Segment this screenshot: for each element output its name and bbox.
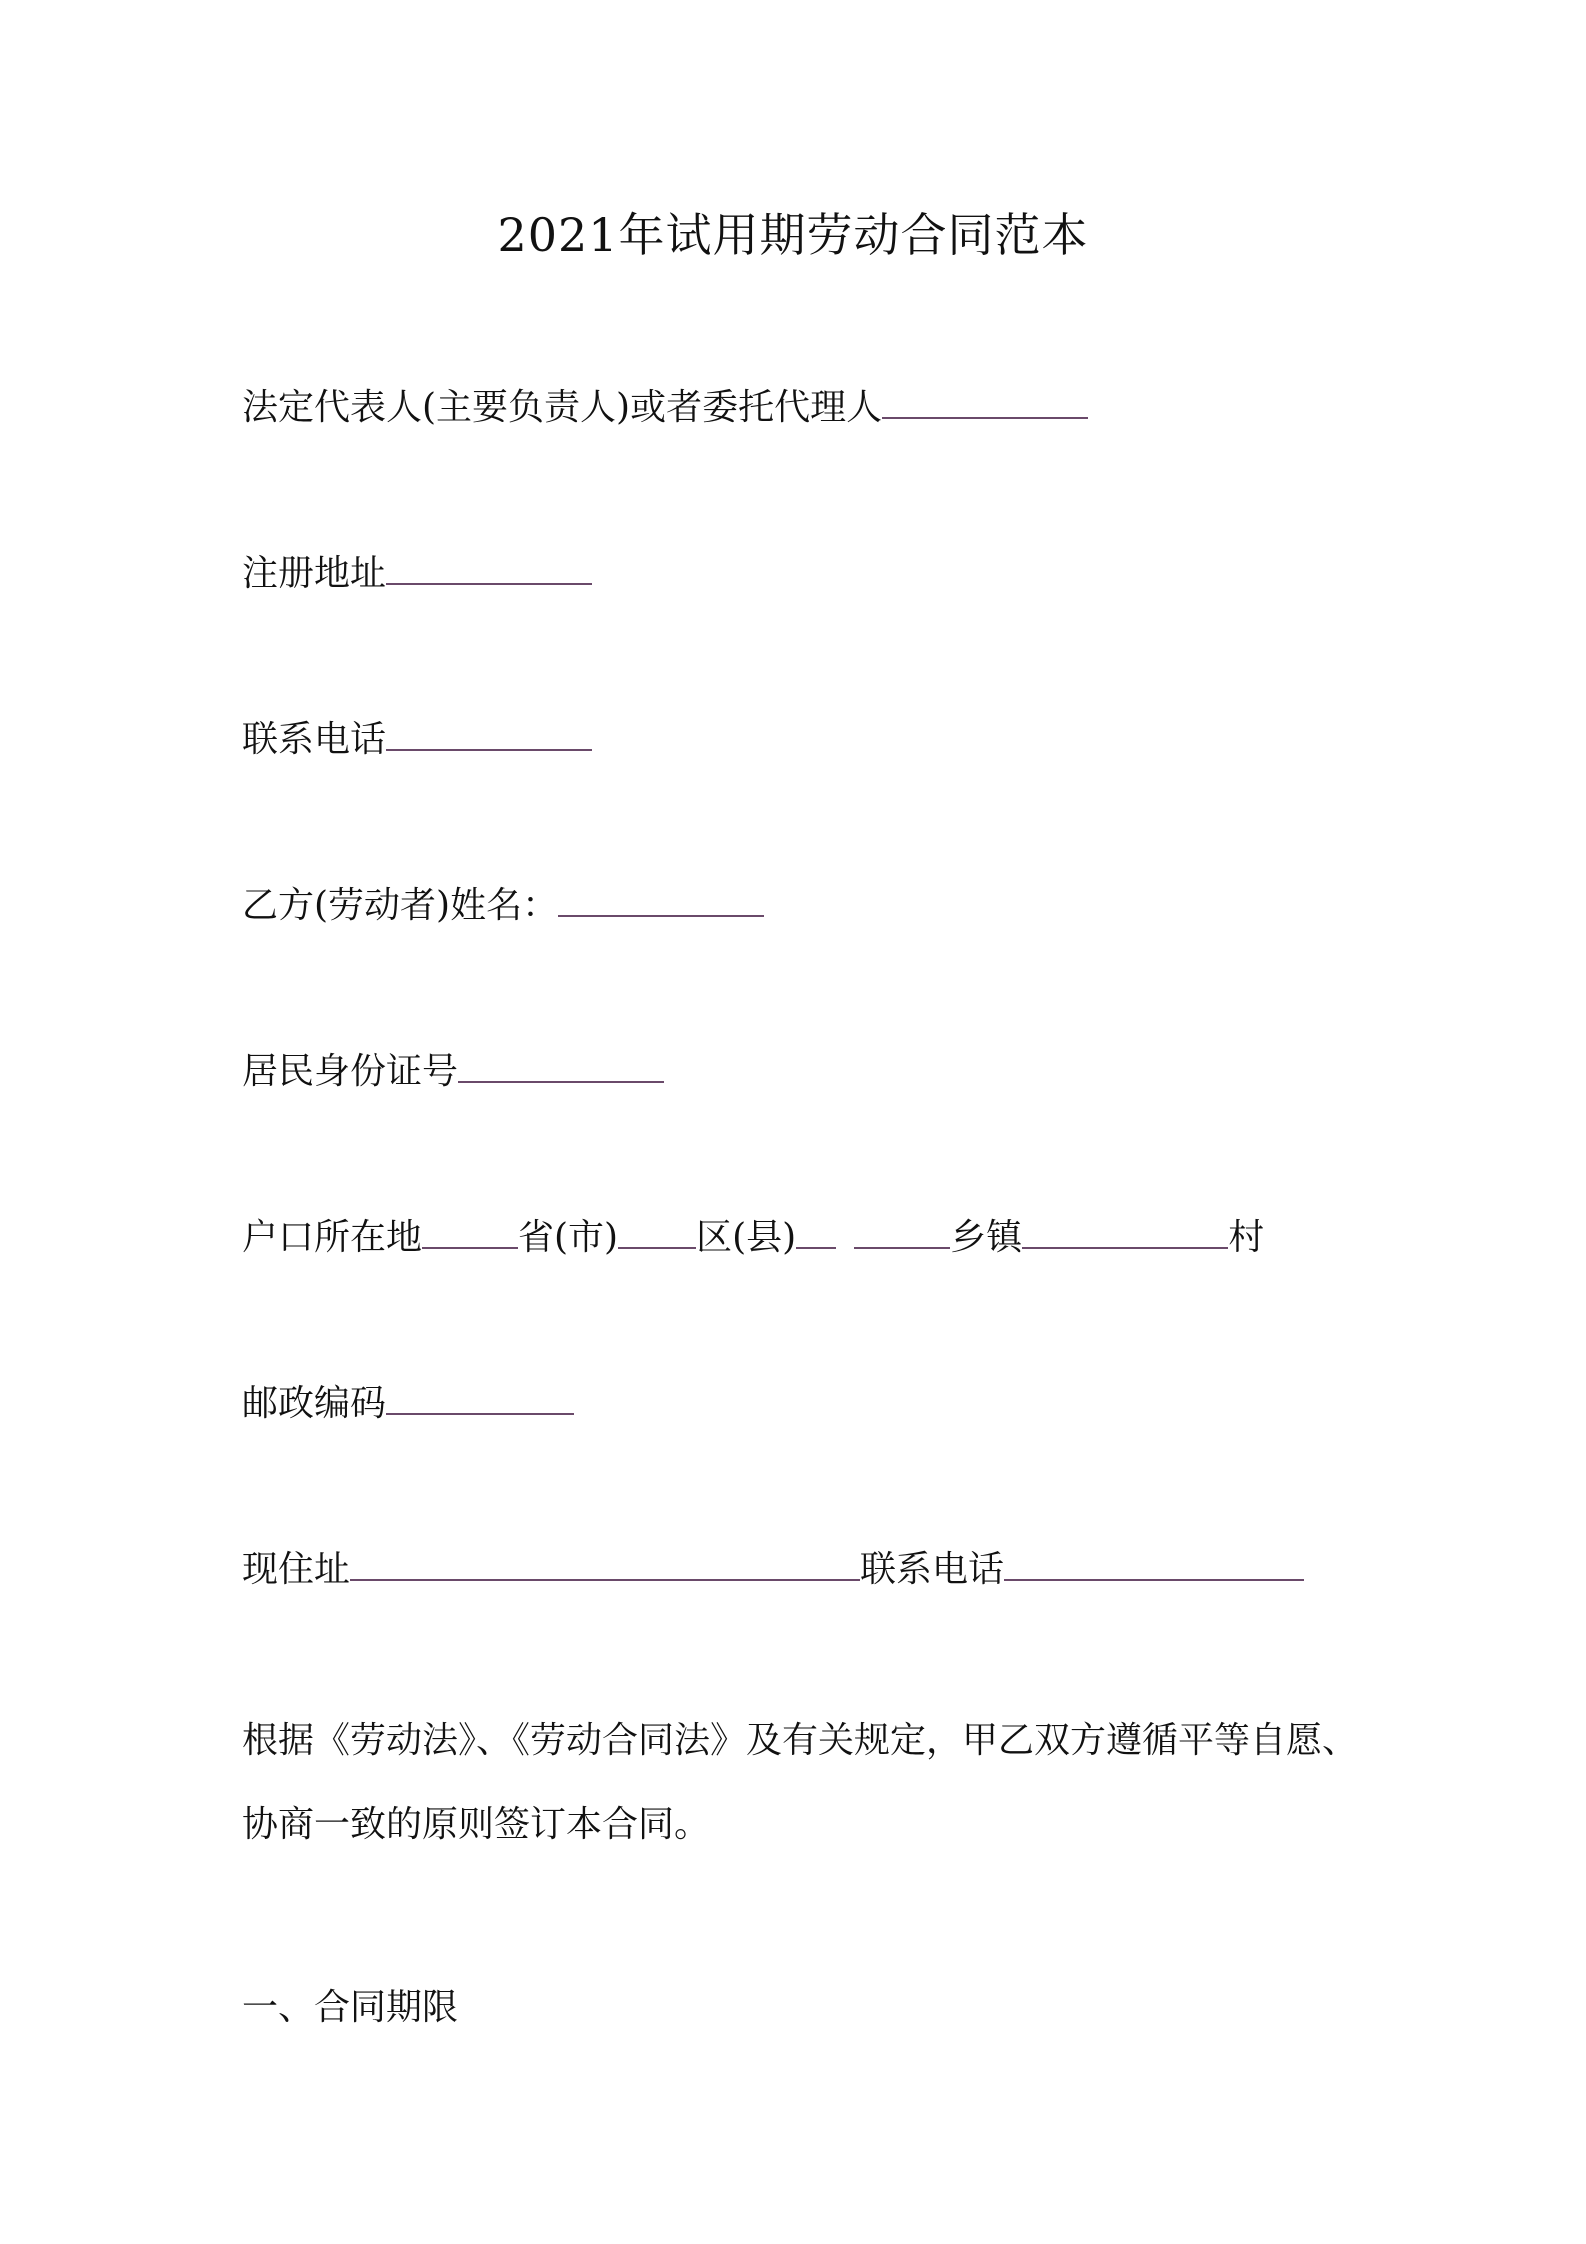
hukou-village-label: 村 bbox=[1228, 1217, 1265, 1258]
party-b-name-label: 乙方(劳动者)姓名： bbox=[242, 885, 559, 926]
party-b-name-blank[interactable] bbox=[558, 885, 764, 917]
phone-line bbox=[242, 717, 592, 763]
hukou-province-label: 省(市) bbox=[518, 1217, 619, 1258]
reg-address-blank[interactable] bbox=[386, 553, 592, 585]
current-address-line bbox=[242, 1547, 1304, 1593]
id-number-line bbox=[242, 1049, 664, 1095]
intro-line-1: 根据《劳动法》、《劳动合同法》及有关规定，甲乙双方遵循平等自愿、 bbox=[242, 1720, 1359, 1761]
hukou-province-blank[interactable] bbox=[422, 1217, 518, 1249]
phone-blank[interactable] bbox=[386, 719, 592, 751]
legal-rep-blank[interactable] bbox=[882, 387, 1088, 419]
hukou-line bbox=[242, 1215, 1264, 1261]
hukou-district-blank[interactable] bbox=[618, 1217, 696, 1249]
reg-address-line bbox=[242, 551, 592, 597]
hukou-town-label: 乡镇 bbox=[950, 1217, 1023, 1258]
id-number-blank[interactable] bbox=[458, 1051, 664, 1083]
hukou-village-blank[interactable] bbox=[1022, 1217, 1228, 1249]
intro-line-2: 协商一致的原则签订本合同。 bbox=[242, 1804, 711, 1845]
hukou-extra-blank[interactable] bbox=[796, 1217, 836, 1249]
current-phone-blank[interactable] bbox=[1004, 1549, 1304, 1581]
current-address-blank[interactable] bbox=[350, 1549, 860, 1581]
postal-code-label: 邮政编码 bbox=[242, 1383, 387, 1424]
legal-rep-label: 法定代表人(主要负责人)或者委托代理人 bbox=[242, 387, 883, 428]
current-phone-label: 联系电话 bbox=[860, 1549, 1005, 1590]
id-number-label: 居民身份证号 bbox=[242, 1051, 459, 1092]
section-heading: 一、合同期限 bbox=[242, 1987, 459, 2028]
intro-paragraph bbox=[242, 1699, 1372, 1867]
hukou-district-label: 区(县) bbox=[696, 1217, 797, 1258]
legal-rep-line bbox=[242, 385, 1088, 431]
document-title: 2021年试用期劳动合同范本 bbox=[497, 208, 1089, 262]
current-address-label: 现住址 bbox=[242, 1549, 351, 1590]
postal-code-blank[interactable] bbox=[386, 1383, 574, 1415]
phone-label: 联系电话 bbox=[242, 719, 387, 760]
party-b-name-line bbox=[242, 883, 764, 929]
hukou-town-blank[interactable] bbox=[854, 1217, 950, 1249]
postal-code-line bbox=[242, 1381, 574, 1427]
reg-address-label: 注册地址 bbox=[242, 553, 387, 594]
hukou-label: 户口所在地 bbox=[242, 1217, 423, 1258]
